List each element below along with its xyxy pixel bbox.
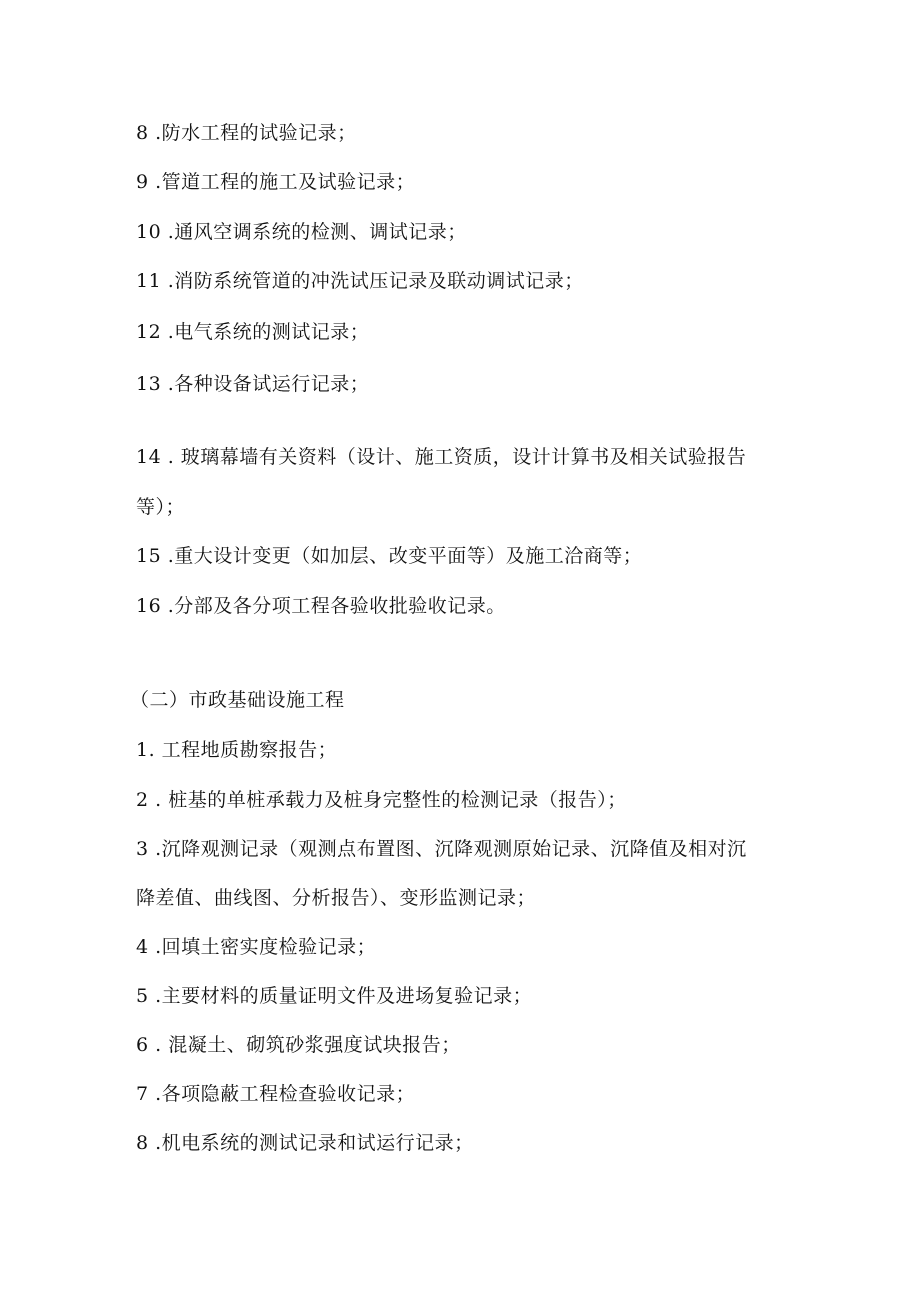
list-item: 8 .防水工程的试验记录； (136, 122, 357, 144)
list-item: 16 .分部及各分项工程各验收批验收记录。 (136, 595, 506, 617)
list-item: 1. 工程地质勘察报告； (136, 739, 338, 761)
list-item: 6 . 混凝土、砌筑砂浆强度试块报告； (136, 1034, 461, 1056)
section-heading: （二）市政基础设施工程 (130, 689, 345, 711)
list-item: 15 .重大设计变更（如加层、改变平面等）及施工洽商等； (136, 545, 643, 567)
list-item: 10 .通风空调系统的检测、调试记录； (136, 221, 467, 243)
list-item-continuation: 等）； (136, 496, 186, 518)
list-item: 12 .电气系统的测试记录； (136, 321, 370, 343)
list-item: 7 .各项隐蔽工程检查验收记录； (136, 1083, 416, 1105)
list-item: 14 . 玻璃幕墙有关资料（设计、施工资质，设计计算书及相关试验报告 (136, 446, 747, 468)
list-item: 9 .管道工程的施工及试验记录； (136, 171, 416, 193)
list-item: 3 .沉降观测记录（观测点布置图、沉降观测原始记录、沉降值及相对沉 (136, 838, 747, 860)
list-item: 2 . 桩基的单桩承载力及桩身完整性的检测记录（报告）； (136, 789, 627, 811)
list-item-continuation: 降差值、曲线图、分析报告）、变形监测记录； (136, 887, 537, 909)
list-item: 4 .回填土密实度检验记录； (136, 936, 377, 958)
list-item: 5 .主要材料的质量证明文件及进场复验记录； (136, 985, 533, 1007)
list-item: 8 .机电系统的测试记录和试运行记录； (136, 1132, 474, 1154)
list-item: 11 .消防系统管道的冲洗试压记录及联动调试记录； (136, 270, 584, 292)
list-item: 13 .各种设备试运行记录； (136, 373, 370, 395)
